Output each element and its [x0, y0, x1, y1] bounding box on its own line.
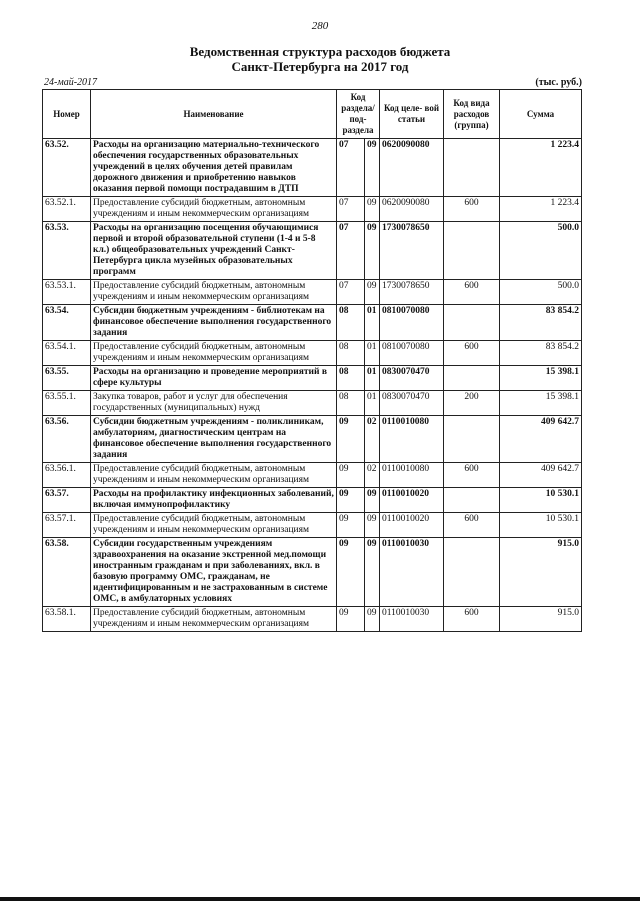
page-number: 280 — [311, 20, 329, 32]
page-bottom-border — [0, 897, 640, 901]
row-number: 63.52.1. — [43, 197, 91, 222]
row-name: Расходы на профилактику инфекционных заболеваний, включая иммунопрофилактику — [91, 488, 337, 513]
row-section: 07 — [337, 139, 365, 197]
table-row — [43, 538, 582, 607]
row-name: Предоставление субсидий бюджетным, автономным учреждениям и иным некоммерческим организациям — [91, 197, 337, 222]
row-number: 63.56.1. — [43, 463, 91, 488]
row-sum: 15 398.1 — [500, 366, 582, 391]
row-sum: 915.0 — [500, 538, 582, 607]
row-section: 09 — [337, 513, 365, 538]
row-sum: 409 642.7 — [500, 463, 582, 488]
row-section: 09 — [337, 488, 365, 513]
row-expense-kind — [444, 222, 500, 280]
table-row — [43, 222, 582, 280]
row-expense-kind: 600 — [444, 513, 500, 538]
table-row — [43, 416, 582, 463]
row-subsection: 09 — [365, 197, 380, 222]
row-target-code: 0110010030 — [380, 538, 444, 607]
row-section: 07 — [337, 222, 365, 280]
row-name: Расходы на организацию материально-технического обеспечения государственных образовательных учреждений в целях обучения детей правилам дорожного движения и приобретению навыков оказания первой помощи пострадавшим в ДТП — [91, 139, 337, 197]
row-number: 63.58.1. — [43, 607, 91, 632]
row-expense-kind: 600 — [444, 463, 500, 488]
row-sum: 15 398.1 — [500, 391, 582, 416]
row-expense-kind: 600 — [444, 197, 500, 222]
row-number: 63.56. — [43, 416, 91, 463]
table-body — [43, 139, 582, 632]
header-number: Номер — [43, 90, 91, 139]
header-sum: Сумма — [500, 90, 582, 139]
row-section: 08 — [337, 341, 365, 366]
row-subsection: 09 — [365, 280, 380, 305]
row-subsection: 09 — [365, 139, 380, 197]
table-header-row — [43, 90, 582, 139]
row-subsection: 02 — [365, 463, 380, 488]
table-row — [43, 366, 582, 391]
document-title — [0, 44, 640, 74]
row-target-code: 0110010080 — [380, 463, 444, 488]
row-number: 63.57.1. — [43, 513, 91, 538]
table-row — [43, 607, 582, 632]
row-subsection: 09 — [365, 488, 380, 513]
row-sum: 409 642.7 — [500, 416, 582, 463]
row-section: 07 — [337, 280, 365, 305]
row-name: Закупка товаров, работ и услуг для обеспечения государственных (муниципальных) нужд — [91, 391, 337, 416]
row-number: 63.54. — [43, 305, 91, 341]
row-sum: 10 530.1 — [500, 488, 582, 513]
row-subsection: 01 — [365, 391, 380, 416]
row-name: Предоставление субсидий бюджетным, автономным учреждениям и иным некоммерческим организациям — [91, 607, 337, 632]
table-row — [43, 513, 582, 538]
row-name: Расходы на организацию и проведение мероприятий в сфере культуры — [91, 366, 337, 391]
row-subsection: 09 — [365, 222, 380, 280]
row-section: 07 — [337, 197, 365, 222]
row-subsection: 01 — [365, 366, 380, 391]
row-subsection: 01 — [365, 305, 380, 341]
row-name: Расходы на организацию посещения обучающимися первой и второй образовательной ступени (1-4 и 5-8 кл.) общеобразовательных учреждений Санкт-Петербурга цикла музейных образовательных программ — [91, 222, 337, 280]
row-section: 08 — [337, 391, 365, 416]
budget-table — [42, 89, 582, 632]
row-target-code: 0110010080 — [380, 416, 444, 463]
row-sum: 915.0 — [500, 607, 582, 632]
row-section: 08 — [337, 305, 365, 341]
row-expense-kind — [444, 488, 500, 513]
row-target-code: 0830070470 — [380, 391, 444, 416]
table-row — [43, 341, 582, 366]
table-row — [43, 391, 582, 416]
row-sum: 83 854.2 — [500, 305, 582, 341]
row-subsection: 01 — [365, 341, 380, 366]
row-name: Предоставление субсидий бюджетным, автономным учреждениям и иным некоммерческим организациям — [91, 463, 337, 488]
row-expense-kind — [444, 538, 500, 607]
row-number: 63.53. — [43, 222, 91, 280]
table-row — [43, 197, 582, 222]
row-expense-kind — [444, 366, 500, 391]
row-name: Субсидии бюджетным учреждениям - поликлиникам, амбулаториям, диагностическим центрам на финансовое обеспечение выполнения государственного задания — [91, 416, 337, 463]
row-target-code: 0110010020 — [380, 513, 444, 538]
row-name: Предоставление субсидий бюджетным, автономным учреждениям и иным некоммерческим организациям — [91, 513, 337, 538]
row-expense-kind: 600 — [444, 341, 500, 366]
row-number: 63.55.1. — [43, 391, 91, 416]
row-target-code: 0620090080 — [380, 139, 444, 197]
row-name: Субсидии бюджетным учреждениям - библиотекам на финансовое обеспечение выполнения государственного задания — [91, 305, 337, 341]
row-number: 63.54.1. — [43, 341, 91, 366]
row-expense-kind: 600 — [444, 280, 500, 305]
row-subsection: 09 — [365, 538, 380, 607]
row-name: Предоставление субсидий бюджетным, автономным учреждениям и иным некоммерческим организациям — [91, 280, 337, 305]
row-target-code: 1730078650 — [380, 280, 444, 305]
row-number: 63.58. — [43, 538, 91, 607]
row-target-code: 0810070080 — [380, 305, 444, 341]
row-expense-kind: 200 — [444, 391, 500, 416]
row-expense-kind — [444, 416, 500, 463]
row-section: 09 — [337, 607, 365, 632]
title-line-2: Санкт-Петербурга на 2017 год — [231, 59, 409, 74]
units-label: (тыс. руб.) — [535, 77, 582, 88]
row-expense-kind — [444, 305, 500, 341]
row-section: 09 — [337, 463, 365, 488]
table-row — [43, 463, 582, 488]
row-expense-kind — [444, 139, 500, 197]
row-sum: 83 854.2 — [500, 341, 582, 366]
row-subsection: 09 — [365, 607, 380, 632]
row-target-code: 1730078650 — [380, 222, 444, 280]
header-kind: Код вида расходов (группа) — [444, 90, 500, 139]
row-target-code: 0620090080 — [380, 197, 444, 222]
row-sum: 1 223.4 — [500, 197, 582, 222]
row-name: Субсидии государственным учреждениям здравоохранения на оказание экстренной мед.помощи иностранным гражданам и при заболеваниях, вкл. в базовую программу ОМС, гражданам, не идентифицированным и не застрахованным в системе ОМС, в амбулаторных условиях — [91, 538, 337, 607]
row-expense-kind: 600 — [444, 607, 500, 632]
row-section: 09 — [337, 538, 365, 607]
row-name: Предоставление субсидий бюджетным, автономным учреждениям и иным некоммерческим организациям — [91, 341, 337, 366]
header-name: Наименование — [91, 90, 337, 139]
row-target-code: 0830070470 — [380, 366, 444, 391]
table-row — [43, 280, 582, 305]
row-subsection: 09 — [365, 513, 380, 538]
table-row — [43, 488, 582, 513]
row-sum: 1 223.4 — [500, 139, 582, 197]
header-section: Код раздела/ под- раздела — [337, 90, 380, 139]
table-row — [43, 139, 582, 197]
row-section: 09 — [337, 416, 365, 463]
table-row — [43, 305, 582, 341]
row-number: 63.53.1. — [43, 280, 91, 305]
row-number: 63.55. — [43, 366, 91, 391]
row-target-code: 0110010020 — [380, 488, 444, 513]
row-section: 08 — [337, 366, 365, 391]
row-sum: 500.0 — [500, 280, 582, 305]
document-date: 24-май-2017 — [44, 77, 98, 88]
row-sum: 10 530.1 — [500, 513, 582, 538]
row-number: 63.52. — [43, 139, 91, 197]
row-subsection: 02 — [365, 416, 380, 463]
row-target-code: 0110010030 — [380, 607, 444, 632]
row-sum: 500.0 — [500, 222, 582, 280]
title-line-1: Ведомственная структура расходов бюджета — [189, 44, 451, 59]
row-target-code: 0810070080 — [380, 341, 444, 366]
header-target: Код целе- вой статьи — [380, 90, 444, 139]
row-number: 63.57. — [43, 488, 91, 513]
